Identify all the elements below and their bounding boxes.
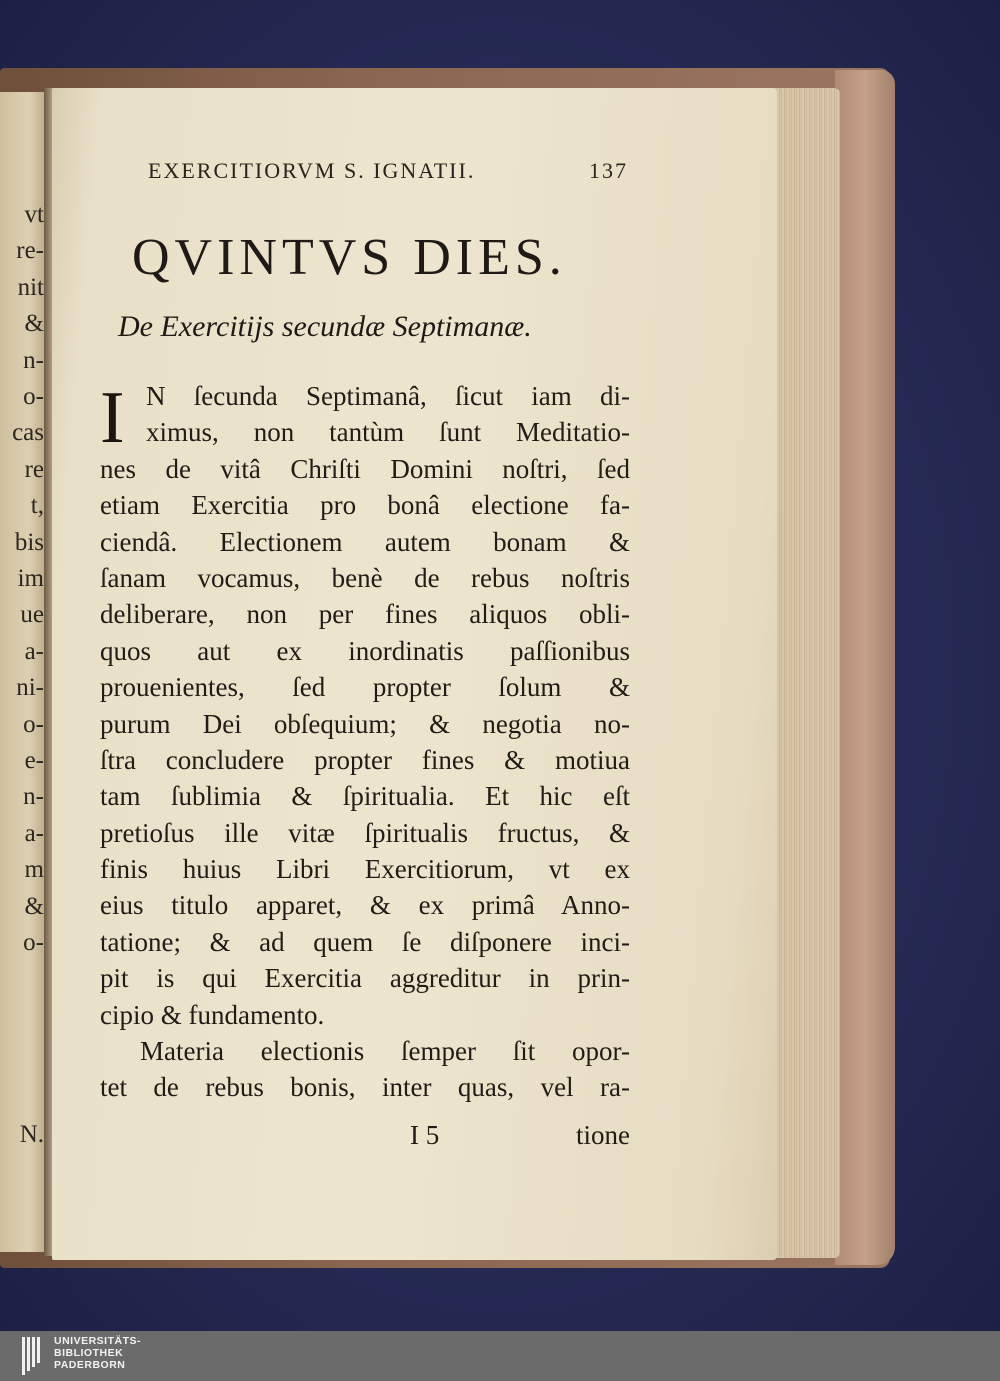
left-page-fragment: & <box>24 310 44 338</box>
library-name <box>54 1335 141 1371</box>
chapter-subtitle: De Exercitijs secundæ Septimanæ. <box>118 310 532 343</box>
page-foot <box>410 1120 630 1151</box>
library-name-line2: BIBLIOTHEK <box>54 1347 124 1359</box>
catchword: tione <box>576 1120 630 1150</box>
left-page-fragment: re- <box>16 237 44 265</box>
left-page-fragment: ni- <box>16 674 44 702</box>
library-footer <box>0 1331 1000 1381</box>
left-page-fragment: nit <box>17 273 44 301</box>
page-number: 137 <box>589 158 628 183</box>
left-page <box>0 92 48 1252</box>
running-head <box>148 158 628 184</box>
text-line: purum Dei obſequium; & negotia no- <box>100 708 630 739</box>
library-logo-icon <box>22 1337 46 1375</box>
left-page-fragment: cas <box>12 419 44 447</box>
text-line: nes de vitâ Chriſti Domini noſtri, ſed <box>100 453 630 484</box>
text-line: Materia electionis ſemper ſit opor- <box>140 1036 630 1067</box>
left-page-fragment: vt <box>24 201 44 228</box>
text-line: ximus, non tantùm ſunt Meditatio- <box>146 417 630 448</box>
left-page-fragment: o- <box>23 710 44 738</box>
left-page-fragment: t, <box>30 492 44 520</box>
left-page-fragment: N. <box>19 1121 44 1148</box>
text-line: ſanam vocamus, benè de rebus noſtris <box>100 562 630 593</box>
left-page-fragment: ue <box>20 601 44 629</box>
text-line: quos aut ex inordinatis paſſionibus <box>100 635 630 666</box>
left-page-fragment: o- <box>23 383 44 410</box>
text-line: etiam Exercitia pro bonâ electione fa- <box>100 490 630 521</box>
running-head-title: EXERCITIORVM S. IGNATII. <box>148 158 476 183</box>
text-line: tatione; & ad quem ſe diſponere inci- <box>100 926 630 957</box>
text-line: tam ſublimia & ſpiritualia. Et hic eſt <box>100 781 630 812</box>
left-page-fragment: im <box>17 565 44 592</box>
left-page-fragment: a- <box>24 819 44 847</box>
signature-mark: I 5 <box>410 1120 440 1150</box>
chapter-title: QVINTVS DIES. <box>132 229 567 286</box>
left-page-fragment: o- <box>23 929 44 956</box>
text-line: pretioſus ille vitæ ſpiritualis fructus, & <box>100 817 630 848</box>
text-line: cipio & fundamento. <box>100 999 325 1030</box>
left-page-fragment: m <box>24 856 44 884</box>
text-line: ſtra concludere propter fines & motiua <box>100 744 630 775</box>
text-line: tet de rebus bonis, inter quas, vel ra- <box>100 1072 630 1103</box>
page-edges <box>770 88 840 1258</box>
left-page-fragment: & <box>24 892 44 920</box>
left-page-fragment: bis <box>14 528 44 556</box>
text-line: finis huius Libri Exercitiorum, vt ex <box>100 854 630 885</box>
text-line: deliberare, non per fines aliquos obli- <box>100 599 630 630</box>
library-name-line1: UNIVERSITÄTS- <box>54 1335 142 1347</box>
body-text <box>100 378 630 1106</box>
left-page-fragment: n- <box>23 346 44 374</box>
left-page-fragment: a- <box>24 637 44 665</box>
text-line: eius titulo apparet, & ex primâ Anno- <box>100 890 630 921</box>
text-line: N ſecunda Septimanâ, ſicut iam di- <box>146 381 630 411</box>
book-cover-edge <box>835 70 895 1265</box>
text-line: ciendâ. Electionem autem bonam & <box>100 526 630 557</box>
text-line: pit is qui Exercitia aggreditur in prin- <box>100 963 630 994</box>
left-page-fragment: re <box>24 455 44 483</box>
text-line: prouenientes, ſed propter ſolum & <box>100 672 630 703</box>
library-name-line3: PADERBORN <box>54 1359 126 1371</box>
left-page-fragment: e- <box>24 747 44 774</box>
left-page-fragment: n- <box>23 783 44 811</box>
drop-cap: I <box>100 377 125 459</box>
